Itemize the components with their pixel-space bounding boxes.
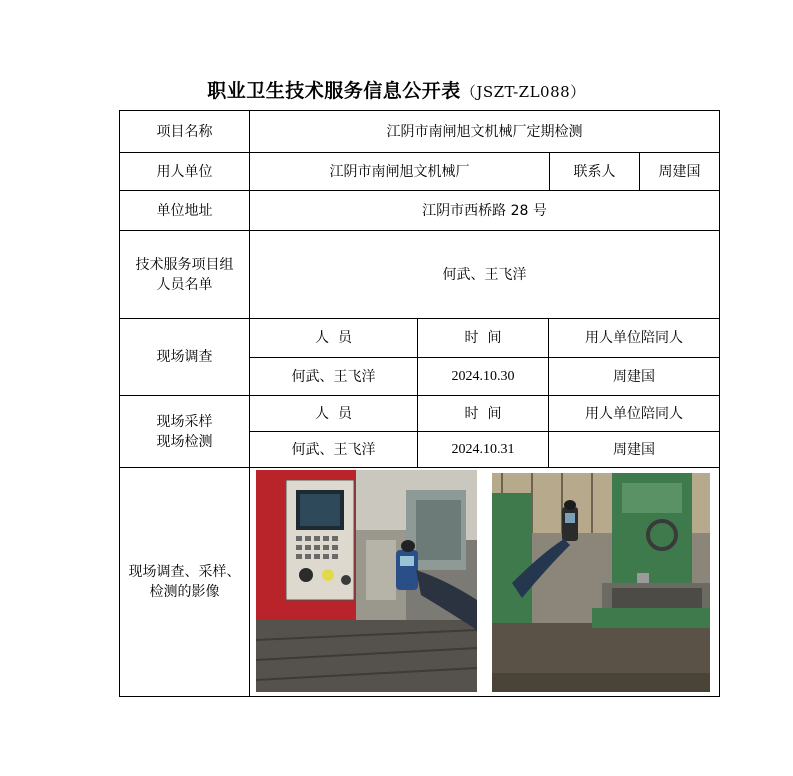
sampling-label bbox=[120, 396, 249, 467]
sampling-col-person: 人 员 bbox=[315, 405, 352, 422]
contact-label: 联系人 bbox=[573, 163, 616, 180]
survey-escort: 周建国 bbox=[613, 368, 655, 385]
survey-col-escort: 用人单位陪同人 bbox=[585, 330, 683, 346]
team-label-line2: 人员名单 bbox=[156, 276, 213, 293]
team-label bbox=[120, 231, 249, 318]
survey-col-time: 时 间 bbox=[464, 330, 502, 346]
project-name-value: 江阴市南闸旭文机械厂定期检测 bbox=[386, 123, 583, 140]
address-label: 单位地址 bbox=[156, 202, 213, 219]
survey-time: 2024.10.30 bbox=[451, 368, 515, 384]
title-code: （JSZT-ZL088） bbox=[460, 83, 586, 101]
survey-person: 何武、王飞洋 bbox=[291, 368, 376, 385]
address-value: 江阴市西桥路 28 号 bbox=[422, 202, 547, 219]
employer-value: 江阴市南闸旭文机械厂 bbox=[329, 163, 470, 180]
employer-label: 用人单位 bbox=[156, 163, 213, 180]
images-label-line2: 检测的影像 bbox=[149, 584, 220, 600]
images-label-line1: 现场调查、采样、 bbox=[128, 564, 241, 580]
sampling-col-time: 时 间 bbox=[464, 405, 502, 422]
sampling-escort: 周建国 bbox=[613, 441, 655, 458]
images-label bbox=[120, 468, 249, 696]
contact-value: 周建国 bbox=[658, 163, 701, 180]
site-photo-cnc-panel bbox=[256, 470, 477, 692]
site-photo-drill-machine bbox=[492, 473, 710, 692]
project-name-label: 项目名称 bbox=[156, 123, 213, 140]
team-value: 何武、王飞洋 bbox=[442, 266, 527, 283]
survey-label: 现场调查 bbox=[156, 349, 213, 365]
survey-col-person: 人 员 bbox=[315, 330, 352, 346]
sampling-label-line2: 现场检测 bbox=[156, 433, 213, 450]
sampling-person: 何武、王飞洋 bbox=[291, 441, 376, 458]
sampling-col-escort: 用人单位陪同人 bbox=[585, 405, 683, 422]
team-label-line1: 技术服务项目组 bbox=[135, 256, 234, 273]
page-title bbox=[0, 76, 793, 103]
title-text: 职业卫生技术服务信息公开表 bbox=[207, 80, 461, 102]
sampling-time: 2024.10.31 bbox=[451, 441, 515, 457]
sampling-label-line1: 现场采样 bbox=[156, 413, 213, 430]
